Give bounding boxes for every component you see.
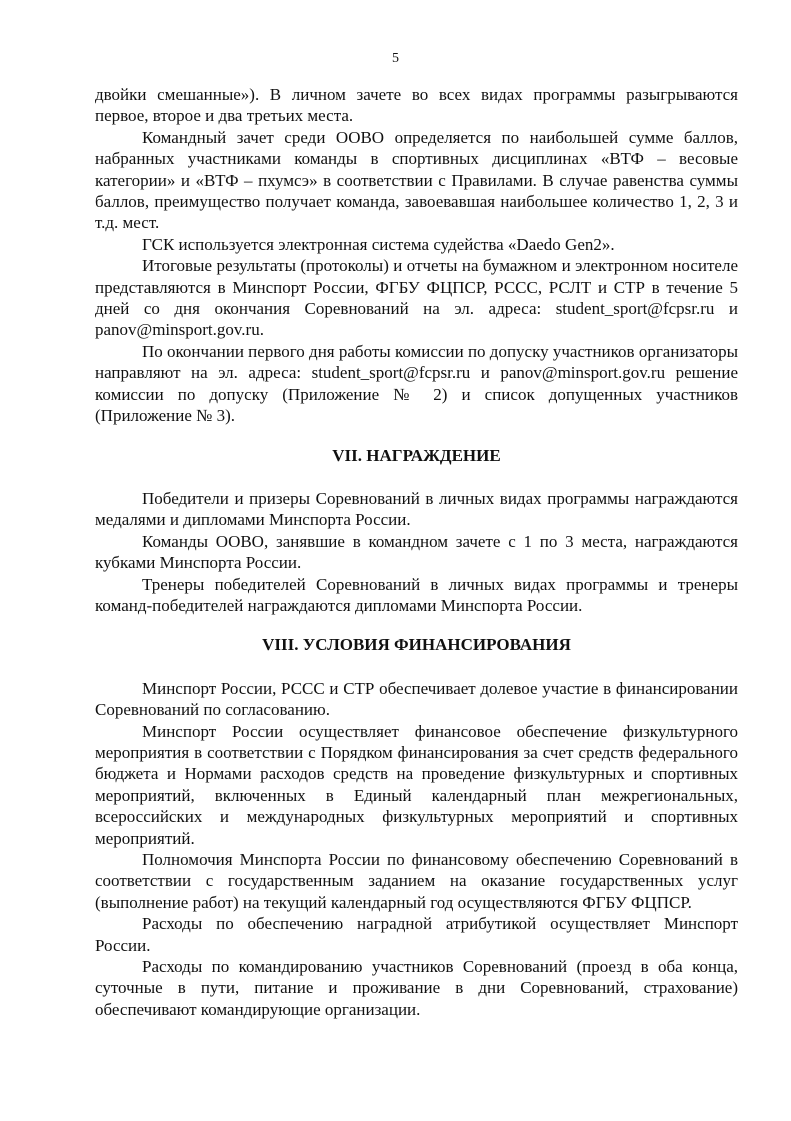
- paragraph-financing-awards: Расходы по обеспечению наградной атрибутикой осуществляет Минспорт России.: [95, 914, 738, 955]
- paragraph-awards-coaches: Тренеры победителей Соревнований в личных видах программы и тренеры команд-победителей награждаются дипломами Минспорта России.: [95, 574, 738, 615]
- paragraph-team-scoring: Командный зачет среди ООВО определяется по наибольшей сумме баллов, набранных участниками команды в спортивных дисциплинах «ВТФ – весовые категории» и «ВТФ – пхумсэ» в соответствии с Правилами. В случае равенства суммы баллов, преимущество получает команда, завоевавшая наибольшее количество 1, 2, 3 и т.д. мест.: [95, 127, 738, 233]
- paragraph-continuation: двойки смешанные»). В личном зачете во всех видах программы разыгрываются первое, второе и два третьих места.: [95, 85, 738, 126]
- paragraph-awards-teams: Команды ООВО, занявшие в командном зачете с 1 по 3 места, награждаются кубками Минспорта России.: [95, 531, 738, 573]
- paragraph-financing-powers: Полномочия Минспорта России по финансовому обеспечению Соревнований в соответствии с государственным заданием на оказание государственных услуг (выполнение работ) на текущий календарный год осуществляются ФГБУ ФЦПСР.: [95, 850, 738, 912]
- page-number: 5: [392, 51, 399, 66]
- section-heading-awards: VII. НАГРАЖДЕНИЕ: [332, 445, 501, 465]
- section-heading-financing: VIII. УСЛОВИЯ ФИНАНСИРОВАНИЯ: [262, 635, 571, 655]
- paragraph-judging-system: ГСК используется электронная система судейства «Daedo Gen2».: [142, 234, 615, 254]
- paragraph-awards-individual: Победители и призеры Соревнований в личных видах программы награждаются медалями и дипломами Минспорта России.: [95, 488, 738, 530]
- paragraph-financing-ministry: Минспорт России осуществляет финансовое обеспечение физкультурного мероприятия в соответствии с Порядком финансирования за счет средств федерального бюджета и Нормами расходов средств на проведение физкультурных и спортивных мероприятий, включенных в Единый календарный план межрегиональных, всероссийских и международных физкультурных мероприятий и спортивных мероприятий.: [95, 721, 738, 848]
- document-body: [95, 84, 738, 1020]
- paragraph-admission-commission: По окончании первого дня работы комиссии по допуску участников организаторы направляют на эл. адреса: student_sport@fcpsr.ru и panov@minsport.gov.ru решение комиссии по допуску (Приложение № 2) и список допущенных участников (Приложение № 3).: [95, 341, 738, 426]
- paragraph-results-reports: Итоговые результаты (протоколы) и отчеты на бумажном и электронном носителе представляются в Минспорт России, ФГБУ ФЦПСР, РССС, РСЛТ и СТР в течение 5 дней со дня окончания Соревнований на эл. адреса: student_sport@fcpsr.ru и panov@minsport.gov.ru.: [95, 256, 738, 340]
- paragraph-financing-travel: Расходы по командированию участников Соревнований (проезд в оба конца, суточные в пути, питание и проживание в дни Соревнований, страхование) обеспечивают командирующие организации.: [95, 957, 738, 1019]
- paragraph-financing-shared: Минспорт России, РССС и СТР обеспечивает долевое участие в финансировании Соревнований по согласованию.: [95, 678, 738, 720]
